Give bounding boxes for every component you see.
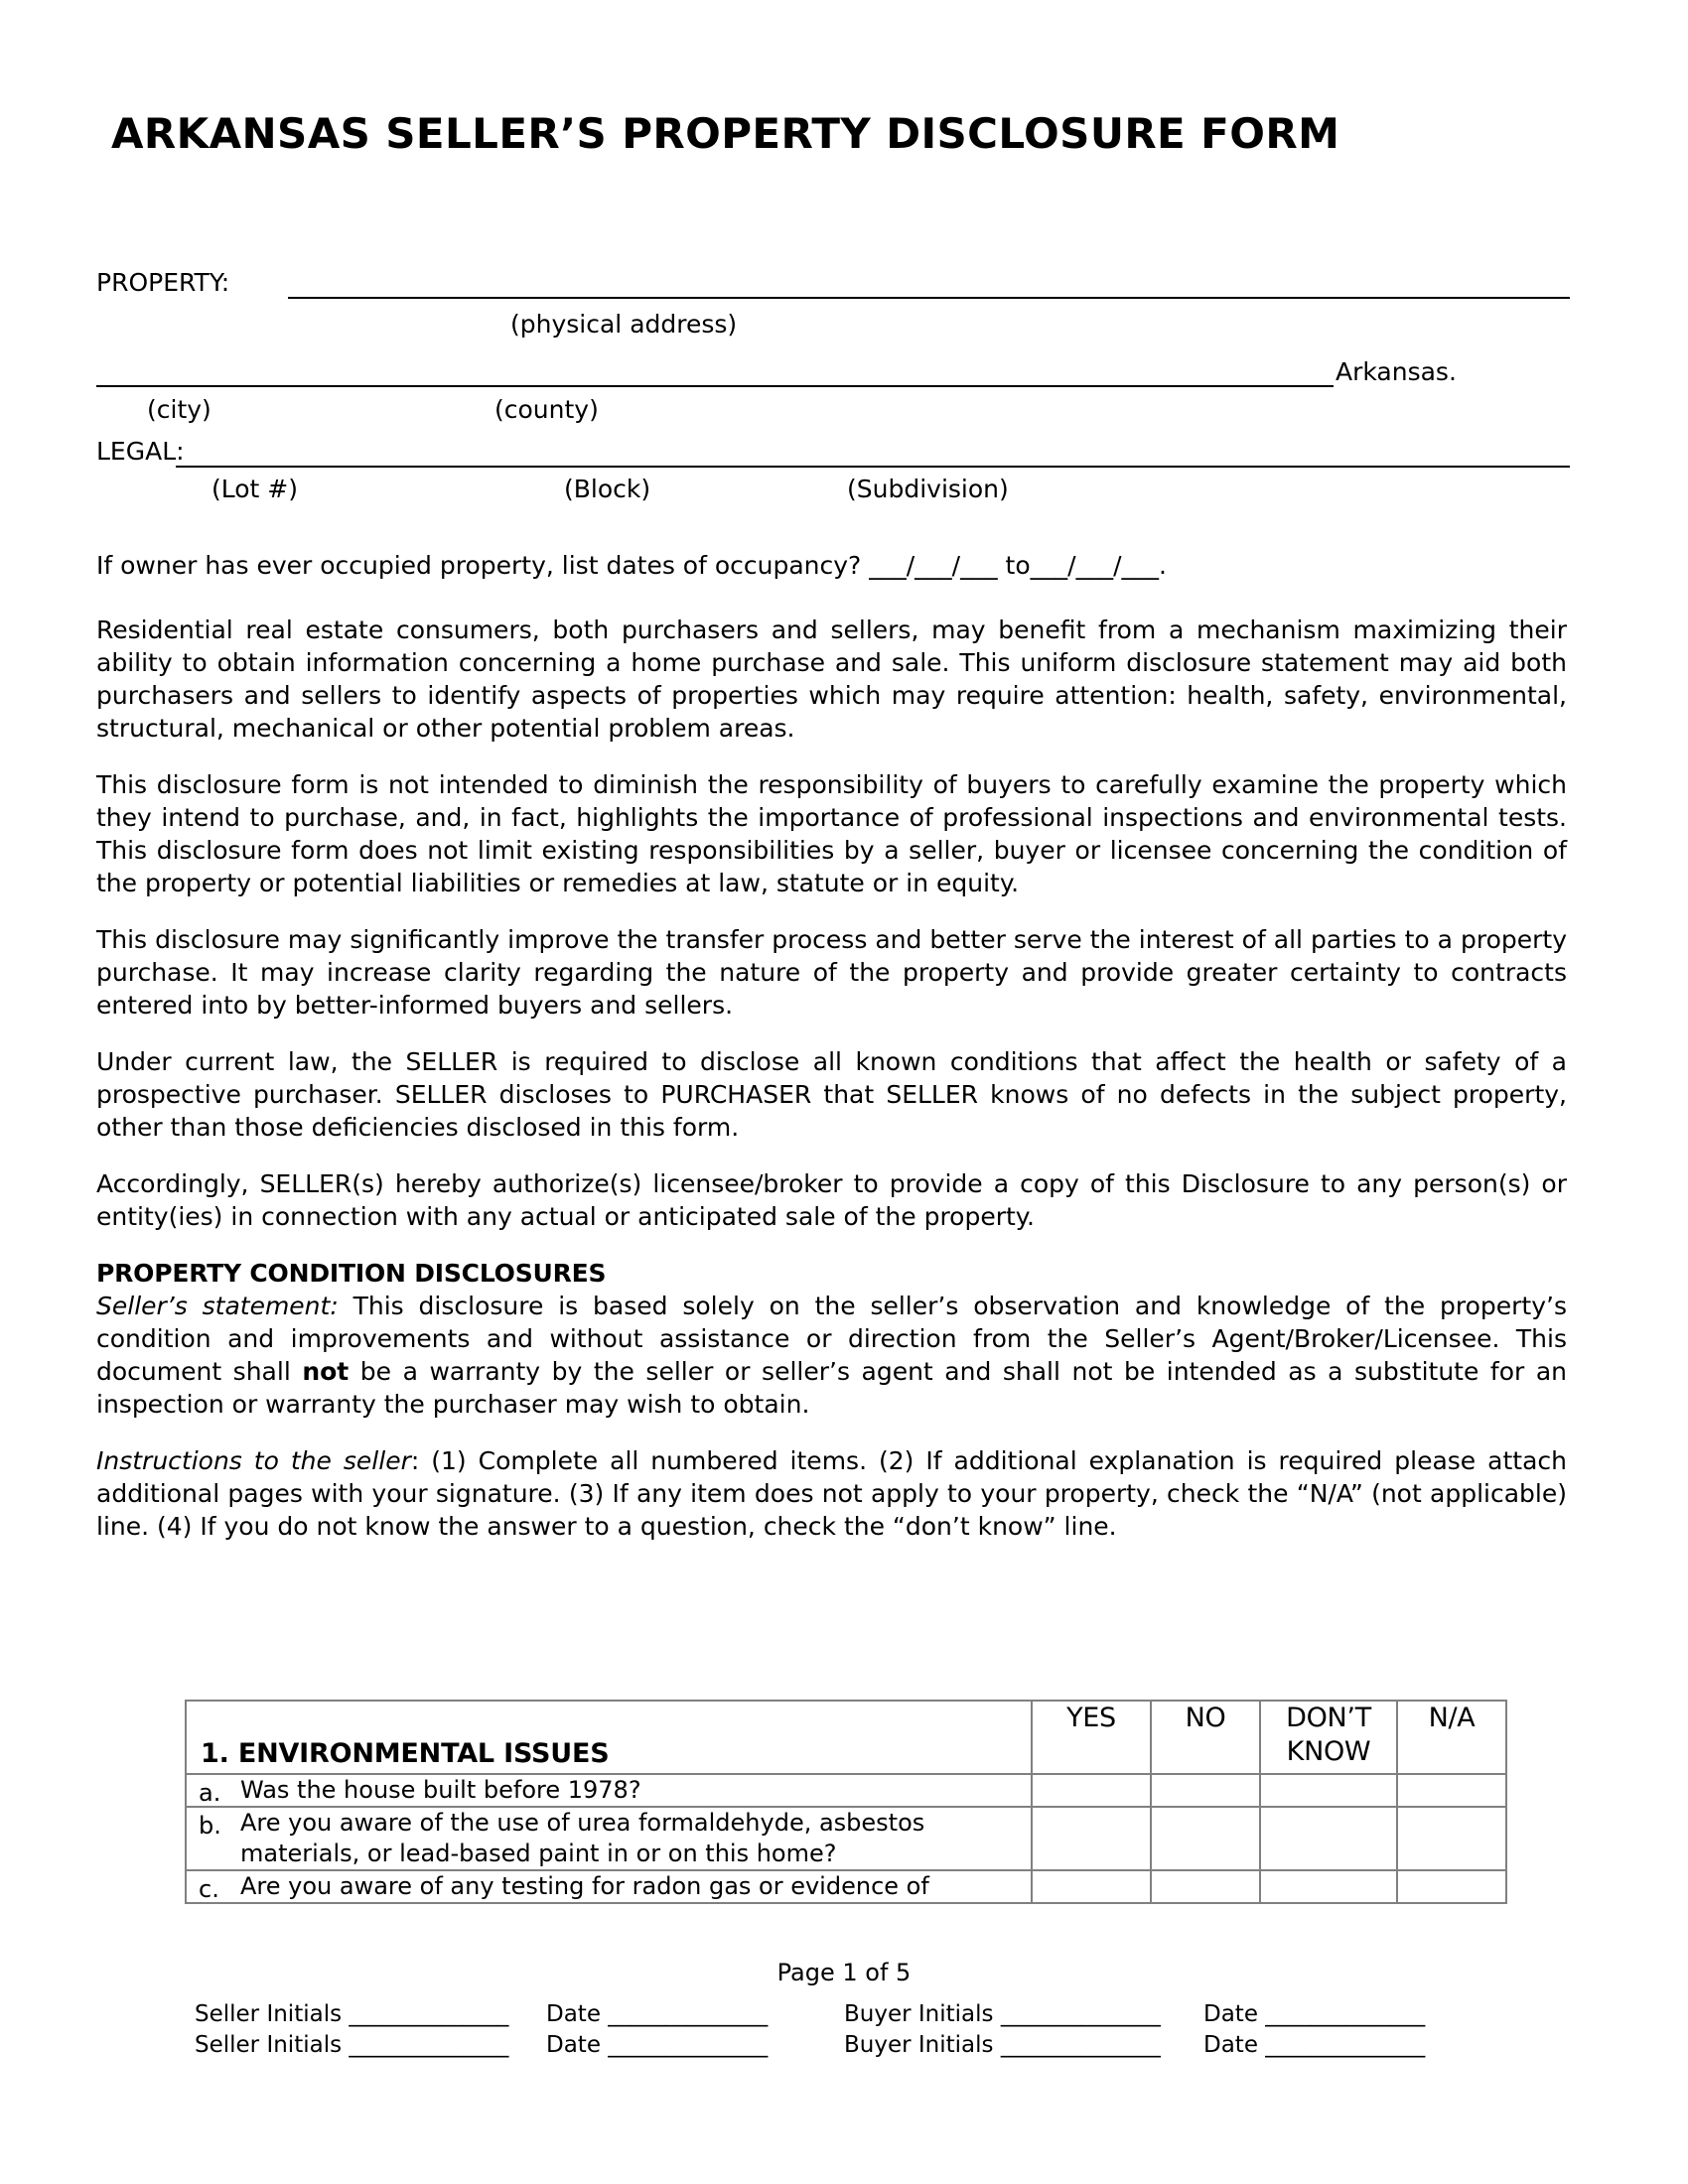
- seller-date-2[interactable]: Date ______________: [546, 2032, 769, 2058]
- property-address-rule[interactable]: [288, 297, 1570, 299]
- column-header-dont-know-line2: KNOW: [1286, 1736, 1371, 1767]
- table-row: [186, 1774, 1506, 1807]
- legal-caption-row: [96, 477, 1570, 516]
- answer-no-c[interactable]: [1151, 1870, 1260, 1903]
- question-cell-c: [186, 1870, 1032, 1903]
- city-county-line: [96, 351, 1570, 397]
- question-letter-c: c.: [199, 1875, 219, 1903]
- paragraph-sellers-statement: [96, 1290, 1567, 1421]
- question-letter-a: a.: [199, 1779, 221, 1807]
- subdivision-caption: (Subdivision): [847, 475, 1009, 503]
- seller-date-1[interactable]: Date ______________: [546, 2001, 769, 2027]
- table-row: [186, 1870, 1506, 1903]
- sellers-statement-label: Seller’s statement:: [96, 1292, 339, 1320]
- legal-label: LEGAL:: [96, 437, 185, 466]
- answer-dont-know-a[interactable]: [1260, 1774, 1397, 1807]
- answer-yes-a[interactable]: [1032, 1774, 1151, 1807]
- paragraph-intro: Residential real estate consumers, both purchasers and sellers, may benefit from a mechanism maximizing their ability to obtain information concerning a home purchase and sale. This uniform disclosure statement may aid both purchasers and sellers to identify aspects of properties which may require attention: health, safety, environmental, structural, mechanical or other potential problem areas.: [96, 615, 1567, 743]
- lot-caption: (Lot #): [211, 475, 298, 503]
- legal-line: [96, 437, 1570, 477]
- buyer-date-2[interactable]: Date ______________: [1203, 2032, 1426, 2058]
- answer-dont-know-b[interactable]: [1260, 1807, 1397, 1870]
- body-text: [96, 614, 1567, 1567]
- table-row: [186, 1807, 1506, 1870]
- question-letter-b: b.: [199, 1812, 221, 1840]
- question-text-b: Are you aware of the use of urea formaldehyde, asbestos materials, or lead-based paint in or on this home?: [240, 1809, 925, 1867]
- sellers-statement-part2: be a warranty by the seller or seller’s agent and shall not be intended as a substitute for an inspection or warranty the purchaser may wish to obtain.: [96, 1357, 1567, 1419]
- question-text-a: Was the house built before 1978?: [240, 1776, 641, 1804]
- paragraph-current-law: Under current law, the SELLER is required to disclose all known conditions that affect the health or safety of a prospective purchaser. SELLER discloses to PURCHASER that SELLER knows of no defects in the subject property, other than those deficiencies disclosed in this form.: [96, 1047, 1567, 1142]
- county-caption: (county): [494, 395, 599, 424]
- column-header-na: N/A: [1397, 1701, 1506, 1774]
- buyer-initials-1[interactable]: Buyer Initials ______________: [844, 2001, 1161, 2027]
- environmental-issues-table: [185, 1700, 1507, 1904]
- city-caption: (city): [147, 395, 211, 424]
- instructions-text: : (1) Complete all numbered items. (2) If additional explanation is required please attach additional pages with your signature. (3) If any item does not apply to your property, check the “N/A” (not applicable) line. (4) If you do not know the answer to a question, check the “don’t know” line.: [96, 1446, 1567, 1541]
- signature-initials-block: [195, 1999, 1485, 2061]
- property-fields: [96, 268, 1570, 516]
- city-county-caption-row: [96, 397, 1570, 437]
- property-label: PROPERTY:: [96, 268, 230, 297]
- initials-row-2: [195, 2030, 1485, 2061]
- question-text-c: Are you aware of any testing for radon gas or evidence of: [240, 1872, 929, 1900]
- answer-na-b[interactable]: [1397, 1807, 1506, 1870]
- answer-no-a[interactable]: [1151, 1774, 1260, 1807]
- column-header-yes: YES: [1032, 1701, 1151, 1774]
- paragraph-authorize: Accordingly, SELLER(s) hereby authorize(s) licensee/broker to provide a copy of this Disclosure to any person(s) or entity(ies) in connection with any actual or anticipated sale of the property.: [96, 1169, 1567, 1231]
- property-condition-heading: PROPERTY CONDITION DISCLOSURES: [96, 1259, 607, 1288]
- question-cell-a: [186, 1774, 1032, 1807]
- sellers-statement-not: not: [302, 1357, 350, 1386]
- answer-yes-c[interactable]: [1032, 1870, 1151, 1903]
- buyer-date-1[interactable]: Date ______________: [1203, 2001, 1426, 2027]
- state-suffix: Arkansas.: [1336, 357, 1457, 386]
- column-header-dont-know-line1: DON’T: [1286, 1703, 1371, 1733]
- paragraph-transfer: This disclosure may significantly improve the transfer process and better serve the interest of all parties to a property purchase. It may increase clarity regarding the nature of the property and provide greater certainty to contracts entered into by better-informed buyers and sellers.: [96, 925, 1567, 1020]
- property-line: [96, 268, 1570, 312]
- legal-description-rule[interactable]: [176, 466, 1570, 468]
- initials-row-1: [195, 1999, 1485, 2030]
- physical-address-caption: (physical address): [510, 310, 738, 339]
- table-header-row: [186, 1701, 1506, 1774]
- answer-na-c[interactable]: [1397, 1870, 1506, 1903]
- column-header-no: NO: [1151, 1701, 1260, 1774]
- page-title: ARKANSAS SELLER’S PROPERTY DISCLOSURE FORM: [111, 109, 1340, 158]
- answer-yes-b[interactable]: [1032, 1807, 1151, 1870]
- block-caption: (Block): [564, 475, 651, 503]
- paragraph-instructions: [96, 1444, 1567, 1543]
- column-header-dont-know: [1260, 1701, 1397, 1774]
- city-county-rule[interactable]: [96, 385, 1334, 387]
- answer-dont-know-c[interactable]: [1260, 1870, 1397, 1903]
- page-number: Page 1 of 5: [776, 1959, 912, 1986]
- table-section-title-cell: [186, 1701, 1032, 1774]
- seller-initials-1[interactable]: Seller Initials ______________: [195, 2001, 509, 2027]
- instructions-label: Instructions to the seller: [96, 1446, 411, 1475]
- answer-na-a[interactable]: [1397, 1774, 1506, 1807]
- table-section-title: 1. ENVIRONMENTAL ISSUES: [201, 1738, 610, 1769]
- seller-initials-2[interactable]: Seller Initials ______________: [195, 2032, 509, 2058]
- question-cell-b: [186, 1807, 1032, 1870]
- buyer-initials-2[interactable]: Buyer Initials ______________: [844, 2032, 1161, 2058]
- sellers-statement-part1: This disclosure is based solely on the seller’s observation and knowledge of the property’s condition and improvements and without assistance or direction from the Seller’s Agent/Broker/Licensee. This document shall: [96, 1292, 1568, 1386]
- paragraph-not-intended: This disclosure form is not intended to diminish the responsibility of buyers to carefully examine the property which they intend to purchase, and, in fact, highlights the importance of professional inspections and environmental tests. This disclosure form does not limit existing responsibilities by a seller, buyer or licensee concerning the condition of the property or potential liabilities or remedies at law, statute or in equity.: [96, 770, 1567, 897]
- property-caption-row: [96, 312, 1570, 351]
- occupancy-dates-line[interactable]: If owner has ever occupied property, list dates of occupancy? ___/___/___ to___/___/___.: [96, 551, 1167, 580]
- answer-no-b[interactable]: [1151, 1807, 1260, 1870]
